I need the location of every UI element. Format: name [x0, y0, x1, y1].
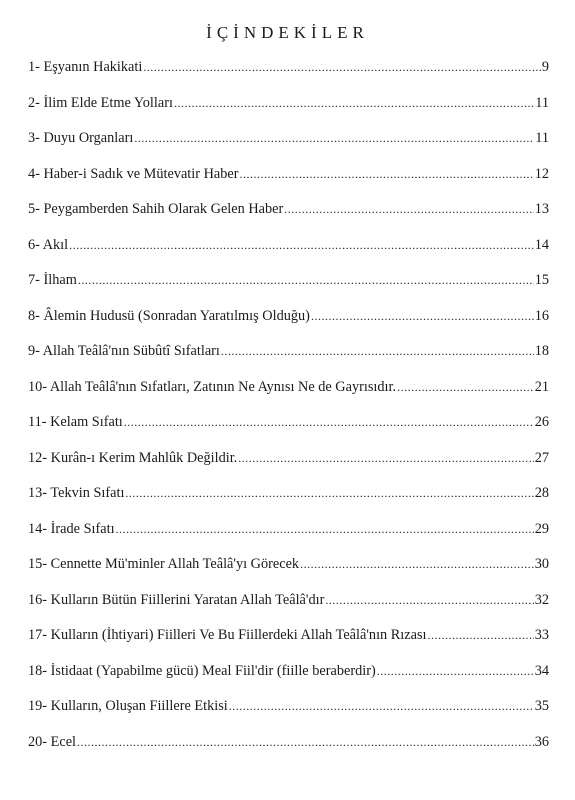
toc-entry [28, 521, 549, 557]
toc-entry [28, 95, 549, 131]
toc-entry-label: 1- Eşyanın Hakikati [28, 59, 143, 75]
dot-leader [174, 96, 534, 111]
toc-entry [28, 379, 549, 415]
dot-leader [300, 557, 534, 572]
toc-entry-page: 18 [534, 343, 549, 359]
toc-entry-label: 9- Allah Teâlâ'nın Sübûtî Sıfatları [28, 343, 220, 359]
toc-entry [28, 414, 549, 450]
dot-leader [311, 309, 534, 324]
toc-entry-label: 3- Duyu Organları [28, 130, 134, 146]
toc-entry-label: 6- Akıl [28, 236, 69, 253]
toc-entry [28, 59, 549, 95]
toc-entry-page: 21 [534, 378, 549, 395]
toc-entry [28, 166, 549, 202]
toc-entry [28, 627, 549, 663]
toc-entry-page: 14 [534, 236, 549, 253]
dot-leader [125, 486, 533, 501]
toc-entry [28, 592, 549, 628]
toc-entry [28, 308, 549, 344]
toc-entry-label: 4- Haber-i Sadık ve Mütevatir Haber [28, 165, 239, 182]
toc-entry-label: 19- Kulların, Oluşan Fiillere Etkisi [28, 698, 228, 714]
dot-leader [78, 273, 534, 288]
toc-entry-page: 34 [534, 662, 549, 679]
toc-entry [28, 734, 549, 770]
toc-entry-label: 12- Kurân-ı Kerim Mahlûk Değildir. [28, 449, 238, 466]
toc-entry [28, 663, 549, 699]
toc-entry-label: 2- İlim Elde Etme Yolları [28, 94, 173, 111]
toc-entry-page: 29 [534, 520, 549, 537]
dot-leader [397, 380, 534, 395]
page-title: İÇİNDEKİLER [206, 23, 369, 42]
toc-entry-page: 32 [534, 591, 549, 608]
dot-leader [428, 628, 534, 643]
dot-leader [238, 451, 533, 466]
toc-entry [28, 485, 549, 521]
toc-entry [28, 556, 549, 592]
toc-entry-label: 13- Tekvin Sıfatı [28, 485, 125, 501]
toc-entry-page: 35 [534, 698, 549, 714]
dot-leader [325, 593, 533, 608]
dot-leader [229, 699, 534, 714]
toc-entry [28, 130, 549, 166]
toc-entry-page: 16 [534, 307, 549, 324]
dot-leader [143, 60, 540, 75]
dot-leader [77, 735, 534, 750]
toc-entry-page: 36 [534, 733, 549, 750]
dot-leader [116, 522, 534, 537]
toc-entry [28, 237, 549, 273]
toc-entry-label: 15- Cennette Mü'minler Allah Teâlâ'yı Görecek [28, 556, 300, 572]
toc-entry [28, 343, 549, 379]
toc-entry-label: 14- İrade Sıfatı [28, 520, 115, 537]
toc-entry-label: 17- Kulların (İhtiyari) Fiilleri Ve Bu Fiillerdeki Allah Teâlâ'nın Rızası [28, 627, 427, 643]
toc-entry [28, 272, 549, 308]
toc-entry-label: 16- Kulların Bütün Fiillerini Yaratan Allah Teâlâ'dır [28, 591, 325, 608]
toc-entry [28, 201, 549, 237]
dot-leader [377, 664, 534, 679]
dot-leader [240, 167, 534, 182]
toc-entry-page: 33 [534, 627, 549, 643]
toc-entry-page: 11 [535, 130, 549, 146]
toc-entry-page: 28 [534, 485, 549, 501]
toc-entry-label: 7- İlham [28, 272, 77, 288]
toc-entry-page: 26 [534, 414, 549, 430]
toc-entry-label: 18- İstidaat (Yapabilme gücü) Meal Fiil'dir (fiille beraberdir) [28, 662, 376, 679]
dot-leader [124, 415, 534, 430]
dot-leader [134, 131, 534, 146]
toc-entry-page: 9 [541, 59, 549, 75]
toc-entry-label: 10- Allah Teâlâ'nın Sıfatları, Zatının Ne Aynısı Ne de Gayrısıdır. [28, 378, 397, 395]
dot-leader [284, 202, 533, 217]
toc-entry-label: 5- Peygamberden Sahih Olarak Gelen Haber [28, 201, 284, 217]
toc-entry-page: 30 [534, 556, 549, 572]
toc-entry-page: 27 [534, 449, 549, 466]
toc-entry [28, 450, 549, 486]
toc-entry-page: 11 [535, 94, 549, 111]
toc-entry-page: 12 [534, 165, 549, 182]
toc-entry-label: 11- Kelam Sıfatı [28, 414, 123, 430]
dot-leader [221, 344, 534, 359]
toc-entry [28, 698, 549, 734]
toc-entry-label: 20- Ecel [28, 733, 77, 750]
table-of-contents [28, 59, 549, 769]
dot-leader [69, 238, 534, 253]
toc-entry-page: 13 [534, 201, 549, 217]
toc-entry-label: 8- Âlemin Hudusü (Sonradan Yaratılmış Olduğu) [28, 307, 310, 324]
toc-entry-page: 15 [534, 272, 549, 288]
